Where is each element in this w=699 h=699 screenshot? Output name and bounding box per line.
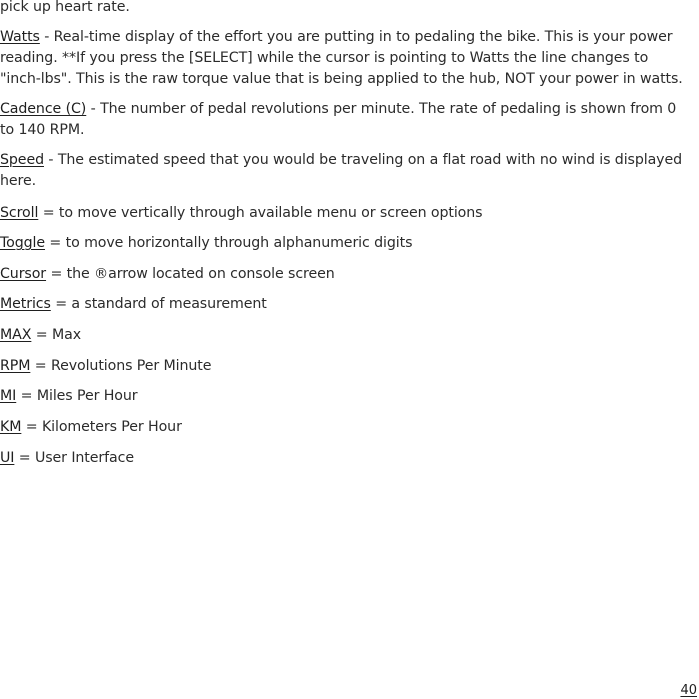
glossary-definition: = Max: [31, 327, 82, 343]
glossary-definition: = Kilometers Per Hour: [21, 419, 182, 435]
glossary-term: KM: [0, 419, 22, 435]
glossary-definition: = to move horizontally through alphanumeric digits: [45, 235, 413, 251]
intro-text: [0, 0, 699, 18]
definition-watts: [0, 27, 699, 90]
definition-cadence: [0, 99, 699, 141]
glossary-ui: [0, 448, 699, 469]
glossary-max: [0, 325, 699, 346]
definition-watts-line-2: reading. **If you press the [SELECT] while the cursor is pointing to Watts the line changes to: [0, 50, 649, 66]
glossary-definition: = Revolutions Per Minute: [30, 358, 212, 374]
glossary-term: UI: [0, 450, 15, 466]
glossary-term: Cursor: [0, 266, 47, 282]
definition-watts-line-3: "inch-lbs". This is the raw torque value that is being applied to the hub, NOT your power in watts.: [0, 71, 683, 87]
definition-speed-line-1: - The estimated speed that you would be traveling on a flat road with no wind is displayed: [43, 152, 683, 168]
glossary-toggle: [0, 233, 699, 254]
glossary-term: Toggle: [0, 235, 46, 251]
glossary-km: [0, 417, 699, 438]
term-cadence: Cadence (C): [0, 101, 87, 117]
glossary-definition: = to move vertically through available menu or screen options: [38, 205, 483, 221]
glossary-term: Scroll: [0, 205, 39, 221]
term-watts: Watts: [0, 29, 40, 45]
definition-cadence-line-1: - The number of pedal revolutions per minute. The rate of pedaling is shown from 0: [86, 101, 677, 117]
glossary-definition: = Miles Per Hour: [16, 388, 138, 404]
glossary-metrics: [0, 294, 699, 315]
glossary-term: MI: [0, 388, 17, 404]
definition-speed-line-2: here.: [0, 173, 36, 189]
glossary-cursor: [0, 264, 699, 285]
glossary-term: MAX: [0, 327, 32, 343]
glossary-term: Metrics: [0, 296, 51, 312]
definition-cadence-line-2: to 140 RPM.: [0, 122, 85, 138]
definition-speed: [0, 150, 699, 192]
page-number: 40: [680, 683, 697, 698]
glossary-rpm: [0, 356, 699, 377]
glossary-term: RPM: [0, 358, 31, 374]
glossary-definition: = the ®arrow located on console screen: [46, 266, 335, 282]
glossary-scroll: [0, 203, 699, 224]
glossary-definition: = User Interface: [14, 450, 134, 466]
glossary-mi: [0, 386, 699, 407]
glossary-definition: = a standard of measurement: [50, 296, 267, 312]
intro-line: pick up heart rate.: [0, 0, 130, 15]
definition-watts-line-1: - Real-time display of the effort you are putting in to pedaling the bike. This is your power: [39, 29, 673, 45]
term-speed: Speed: [0, 152, 44, 168]
